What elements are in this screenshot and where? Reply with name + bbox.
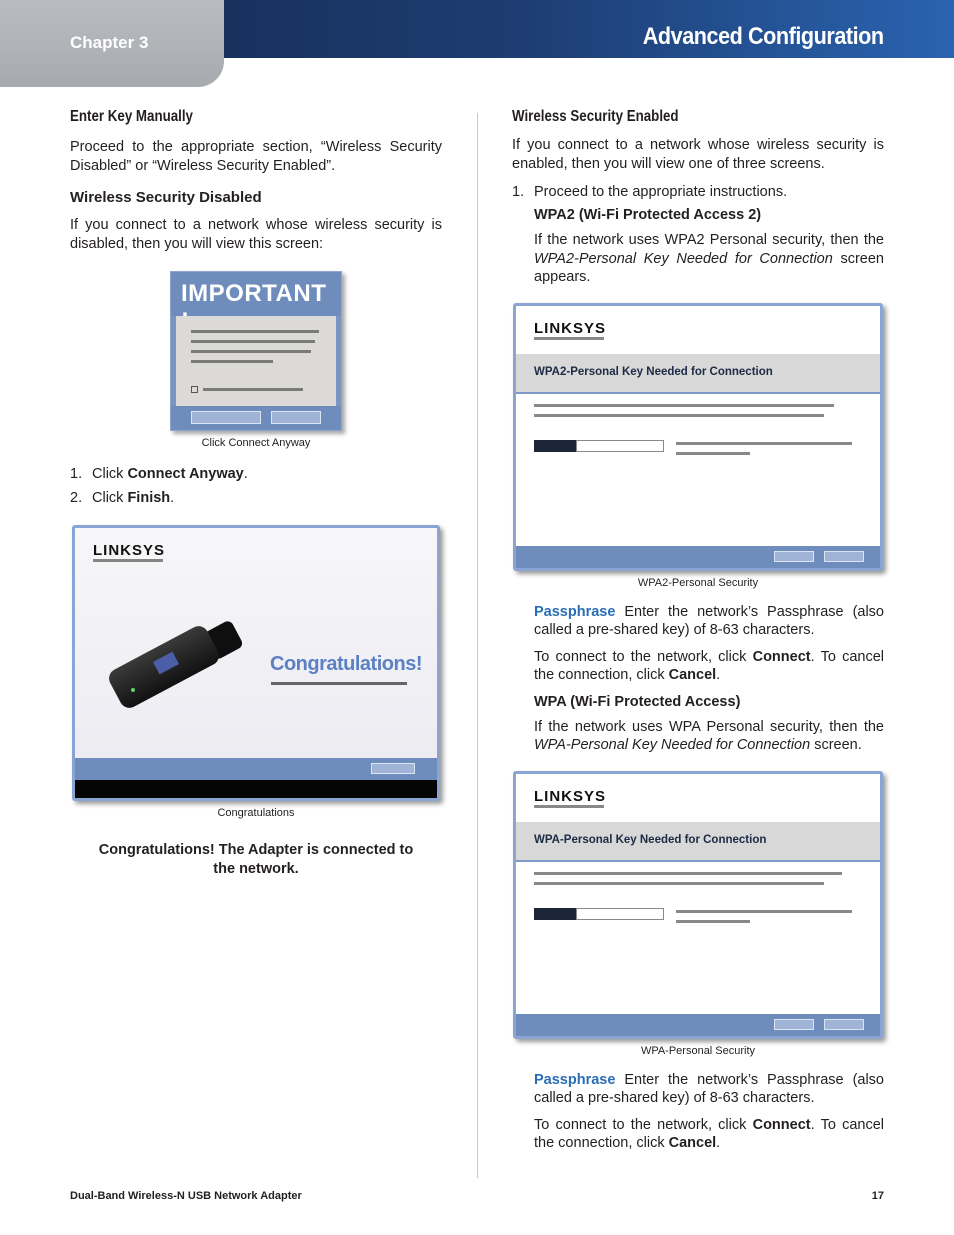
list-item: 1. Proceed to the appropriate instructions. [512,184,788,200]
enabled-heading: Wireless Security Enabled [512,108,679,125]
linksys-logo: LINKSYS [534,787,607,805]
passphrase-field-image [576,908,664,920]
left-column [70,108,442,879]
wpa-heading: WPA (Wi-Fi Protected Access) [534,693,741,710]
caption-wpa2: WPA2-Personal Security [637,576,759,589]
passphrase-field-image [576,440,664,452]
disabled-heading: Wireless Security Disabled [70,189,262,206]
wpa2-heading: WPA2 (Wi-Fi Protected Access 2) [534,207,762,223]
page-number: 17 [871,1190,884,1202]
wpa-paragraph: If the network uses WPA Personal security, then the WPA-Personal Key Needed for Connection screen. [534,718,884,753]
enabled-paragraph: If you connect to a network whose wireless security is enabled, then you will view one of three screens. [512,137,884,172]
wpa-passphrase-paragraph: Passphrase Enter the network’s Passphrase (also called a pre-shared key) of 8-63 characters. [534,1071,884,1106]
cancel-button-image [271,411,321,424]
column-divider [477,113,478,1178]
linksys-logo: LINKSYS [534,319,607,337]
caption-connect-anyway: Click Connect Anyway [201,437,311,449]
final-note: Congratulations! The Adapter is connected to the network. [98,842,414,877]
enter-key-heading: Enter Key Manually [70,108,193,125]
cancel-button-image [774,551,814,562]
checkbox-icon [191,386,198,393]
important-dialog-screenshot [170,271,342,431]
wpa-connect-paragraph: To connect to the network, click Connect. To cancel the connection, click Cancel. [534,1116,885,1151]
page-title: Advanced Configuration [643,23,884,50]
congratulations-screenshot [72,525,440,801]
connect-button-image [824,1019,864,1030]
chapter-tab [0,0,224,87]
wpa-window-title: WPA-Personal Key Needed for Connection [534,833,767,846]
caption-congratulations: Congratulations [217,807,295,819]
connect-anyway-button-image [191,411,261,424]
linksys-logo: LINKSYS [93,542,166,559]
wpa2-connect-paragraph: To connect to the network, click Connect. To cancel the connection, click Cancel. [534,648,885,683]
wpa-screenshot [513,771,883,1039]
congratulations-title: Congratulations! [270,653,422,675]
steps-list [70,465,442,507]
finish-button-image [371,763,415,774]
wpa2-screenshot [513,303,883,571]
passphrase-label-image [534,440,576,452]
important-footer [171,406,341,430]
intro-paragraph: Proceed to the appropriate section, “Wireless Security Disabled” or “Wireless Security Enabled”. [70,139,442,174]
cancel-button-image [774,1019,814,1030]
important-title: IMPORTANT [171,272,341,316]
passphrase-label-image [534,908,576,920]
list-item: 2. Click Finish. [70,490,175,506]
caption-wpa: WPA-Personal Security [640,1044,756,1057]
right-column [512,108,884,1153]
chapter-label: Chapter 3 [70,33,149,52]
list-item: 1. Click Connect Anyway. [70,466,248,482]
connect-button-image [824,551,864,562]
wpa2-passphrase-paragraph: Passphrase Enter the network’s Passphrase (also called a pre-shared key) of 8-63 characters. [534,603,884,638]
disabled-paragraph: If you connect to a network whose wireless security is disabled, then you will view this screen: [70,217,442,252]
footer-product: Dual-Band Wireless-N USB Network Adapter [70,1190,302,1202]
wpa2-paragraph: If the network uses WPA2 Personal security, then the WPA2-Personal Key Needed for Connection screen appears. [534,232,884,285]
important-body [176,316,336,406]
wpa2-window-title: WPA2-Personal Key Needed for Connection [534,365,773,378]
enabled-steps [512,183,884,201]
